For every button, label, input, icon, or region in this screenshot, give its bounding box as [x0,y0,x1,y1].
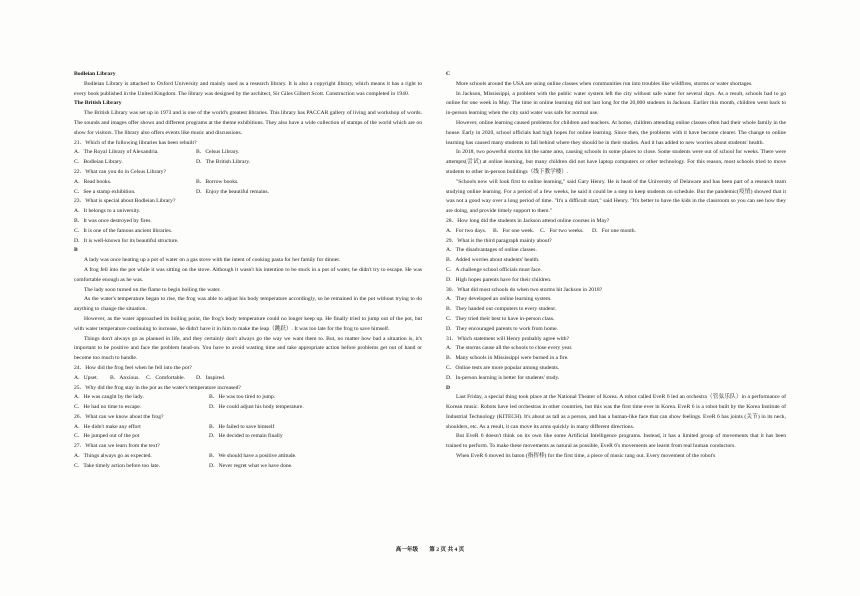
q22-option-c: C．See a stamp exhibition. [74,188,136,195]
passage-d-p2: But EveR 6 doesn't think on its own like some Artificial Intelligence programs. Instead, it has a limited group of movements that it has been trained to perform. To make these movements as natural as possible, EveR 6's movements are learnt from real human conductors. [446,433,786,450]
question-25: 25．Why did the frog stay in the pot as the water's temperature increased? [74,384,241,391]
q23-option-b: B．It was once destroyed by fires. [74,217,152,224]
passage-d-p3: When EveR 6 moved its baton (指挥棒) for the first time, a piece of music rang out. Every movement of the robot's [456,453,716,460]
q26-options-row2 [74,432,422,442]
q26-options-row1 [74,423,422,433]
passage-c-p2: In Jackson, Mississippi, a problem with the public water system left the city without safe water for several days. As a result, schools had to go online for one week in May. The time in online learning did not last long for the 20,000 students in Jackson. Earlier this month, children went back to in-person learning when the city said water was safe for normal use. [446,90,786,117]
right-column [446,70,786,462]
q27-option-b: B．We should have a positive attitude. [209,453,297,460]
q25-options-row1 [74,393,422,403]
q25-options-row2 [74,403,422,413]
q31-option-b: B．Many schools in Mississippi were burned in a fire. [446,355,569,362]
bodleian-title: Bodleian Library [74,71,116,77]
q22-options-row2 [74,188,422,198]
section-d-heading: D [446,384,451,391]
passage-d-p1: Last Friday, a special thing took place at the National Theater of Korea. A robot called EveR 6 led an orchestra（管弦乐队）in a performance of Korean music. Robots have led orchestras in other countries, but this was the first time ever in Korea. EveR 6 is a robot built by the Korea Institute of Industrial Technology (KITECH). It's about as tall as a person, and has a human-like face that can show feelings. EveR 6 has joints (关节) in its neck, shoulders, etc. As a result, it can move its arms quickly in many different directions. [446,394,786,430]
q21-option-a: A．The Royal Library of Alexandria. [74,149,159,156]
question-30: 30．What did most schools do when two storms hit Jackson in 2018? [446,286,603,293]
question-22: 22．What can you do in Celsus Library? [74,168,166,175]
page-footer: 高一年级 第 2 页 共 4 页 [395,547,465,553]
q24-options [74,374,422,384]
q22-option-b: B．Borrow books. [196,178,239,185]
left-column [74,70,422,472]
passage-c-p5: "Schools now will look first to online learning," said Gary Henry. He is head of the University of Delaware and has been part of a research team studying online learning. For a period of a few weeks, he said it could be a step to keep students on schedule. But the pandemic(疫情) showed that it was not a good way over a long period of time. "It's a difficult start," said Henry. "It's better to have the kids in the classroom so you can see how they are doing, and provide timely support to them." [446,178,786,215]
q30-option-d: D．They encouraged parents to work from home. [446,325,558,332]
british-title: The British Library [74,100,122,107]
q24-option-a: A．Upset. [74,374,99,381]
q30-option-c: C．They tried their best to have in-person class. [446,315,555,322]
q27-option-c: C．Take timely action before too late. [74,462,160,469]
question-28: 28．How long did the students in Jackson attend online courses in May? [446,217,610,224]
q22-options-row1 [74,178,422,188]
q28-option-c: C．For two weeks. [540,227,584,234]
q29-option-b: B．Added worries about students' health. [446,257,540,264]
question-23: 23．What is special about Bodleian Library? [74,198,176,205]
q28-options [446,227,786,237]
q26-option-c: C．He jumped out of the pot [74,433,140,440]
section-c-heading: C [446,71,451,77]
passage-b-p4: As the water's temperature began to rise, the frog was able to adjust his body temperature accordingly, so he remained in the pot without trying to do anything to change the situation. [74,296,422,313]
question-31: 31．Which statement will Henry probably agree with? [446,335,570,342]
q21-option-d: D．The British Library. [196,159,251,166]
passage-c-p3: However, online learning caused problems for children and teachers. At home, children attending online classes often had their whole family in the house. Early in 2020, school officials had high hopes for online learning. Since then, the problems with it have become clearer. The change to online learning has caused many students to fall behind where they should be in their studies. And it has added to new worries about students' health. [446,119,786,146]
q28-option-a: A．For two days. [446,227,487,234]
passage-b-p2: A frog fell into the pot while it was sitting on the stove. Although it wasn't his intention to be stuck in a pot of water, he didn't try to escape. He was comfortable enough as he was. [74,266,422,283]
question-29: 29．What is the third paragraph mainly about? [446,237,552,244]
q22-option-a: A．Read books. [74,178,112,185]
q21-option-c: C．Bodleian Library. [74,159,123,166]
q21-option-b: B．Celsus Library. [196,149,240,156]
passage-c-p1: More schools around the USA are using online classes when communities run into troubles like wildfires, storms or water shortages. [456,80,753,87]
passage-b-p6: Things don't always go as planned in life, and they certainly don't always go the way we want them to. But, no matter how bad a situation is, it's important to be positive and face the problem head-on. You have to avoid wasting time and take appropriate action before problems get out of hand or become too much to handle. [74,335,422,362]
q29-option-c: C．A challenge school officials must face. [446,266,542,273]
question-21: 21．Which of the following libraries has been rebuilt? [74,139,197,146]
q25-option-c: C．He had no time to escape. [74,404,142,411]
q28-option-b: B．For one week. [493,227,535,234]
q29-option-a: A．The disadvantages of online classes. [446,247,537,254]
question-24: 24．How did the frog feel when he fell into the pot? [74,364,192,371]
passage-c-p4: In 2018, two powerful storms hit the same area, causing schools in some places to close. Some students were out of school for weeks. There were attempts(尝试) at online learning, but many children did not have laptop computers or other technology. For this reason, most schools tried to move students to other in-person buildings（线下教学楼）. [446,149,786,175]
q24-option-c: C．Comfortable. [146,374,185,381]
q30-option-a: A．They developed an online learning system. [446,296,552,303]
q23-option-c: C．It is one of the famous ancient libraries. [74,227,173,234]
q21-options-row2 [74,158,422,168]
q28-option-d: D．For one month. [592,227,636,234]
q27-option-d: D．Never regret what we have done. [209,462,293,469]
british-text: The British Library was set up in 1973 and is one of the world's greatest libraries. This library has PACCAR gallery of living and workshop of words. The sounds and images offer shows and different programs at the theme exhibitions. They also have a wide collection of stamps of the world which are on show for visitors. The library also offers events like music and discussions. [74,110,422,136]
q31-option-c: C．Online tests are more popular among students. [446,364,560,371]
q25-option-d: D．He could adjust his body temperature. [209,404,304,411]
q27-options-row2 [74,462,422,472]
q26-option-d: D．He decided to remain finally [209,433,283,440]
q22-option-d: D．Enjoy the beautiful remains. [196,188,270,195]
passage-b-p1: A lady was once heating up a pot of water on a gas stove with the intent of cooking pasta for her family for dinner. [84,257,341,264]
q31-option-d: D．In-person learning is better for students' study. [446,374,560,381]
q25-option-b: B．He was too tired to jump. [209,394,276,401]
passage-b-p5: However, as the water approached its boiling point, the frog's body temperature could no longer keep up. He finally tried to jump out of the pot, but with water temperature continuing to increase, he didn't have it in him to make the leap（跳跃）. It was too late for the frog to save himself. [74,315,422,332]
question-27: 27．What can we learn from the text? [74,443,160,450]
q25-option-a: A．He was caught by the lady. [74,394,144,401]
q31-option-a: A．The storms cause all the schools to close every year. [446,345,573,352]
q23-option-d: D．It is well-known for its beautiful structure. [74,237,179,244]
q21-options-row1 [74,148,422,158]
question-26: 26．What can we know about the frog? [74,413,164,420]
bodleian-text: Bodleian Library is attached to Oxford University and mainly used as a research library. It is also a copyright library, which means it has a right to every book published in the United Kingdom. The library was designed by the architect, Sir Giles Gilbert Scott. Construction was completed in 1940. [74,80,422,97]
passage-b-p3: The lady soon turned on the flame to begin boiling the water. [84,286,221,293]
q27-options-row1 [74,452,422,462]
q26-option-a: A．He didn't make any effort [74,423,141,430]
q29-option-d: D．High hopes parents have for their children. [446,276,552,283]
q24-option-b: B．Anxious. [110,374,140,381]
q26-option-b: B．He failed to save himself [209,423,275,430]
q23-option-a: A．It belongs to a university. [74,208,141,215]
section-b-heading: B [74,247,78,254]
q27-option-a: A．Things always go as expected. [74,453,152,460]
q30-option-b: B．They handed out computers to every student. [446,306,557,313]
q24-option-d: D．Inspired. [196,374,226,381]
